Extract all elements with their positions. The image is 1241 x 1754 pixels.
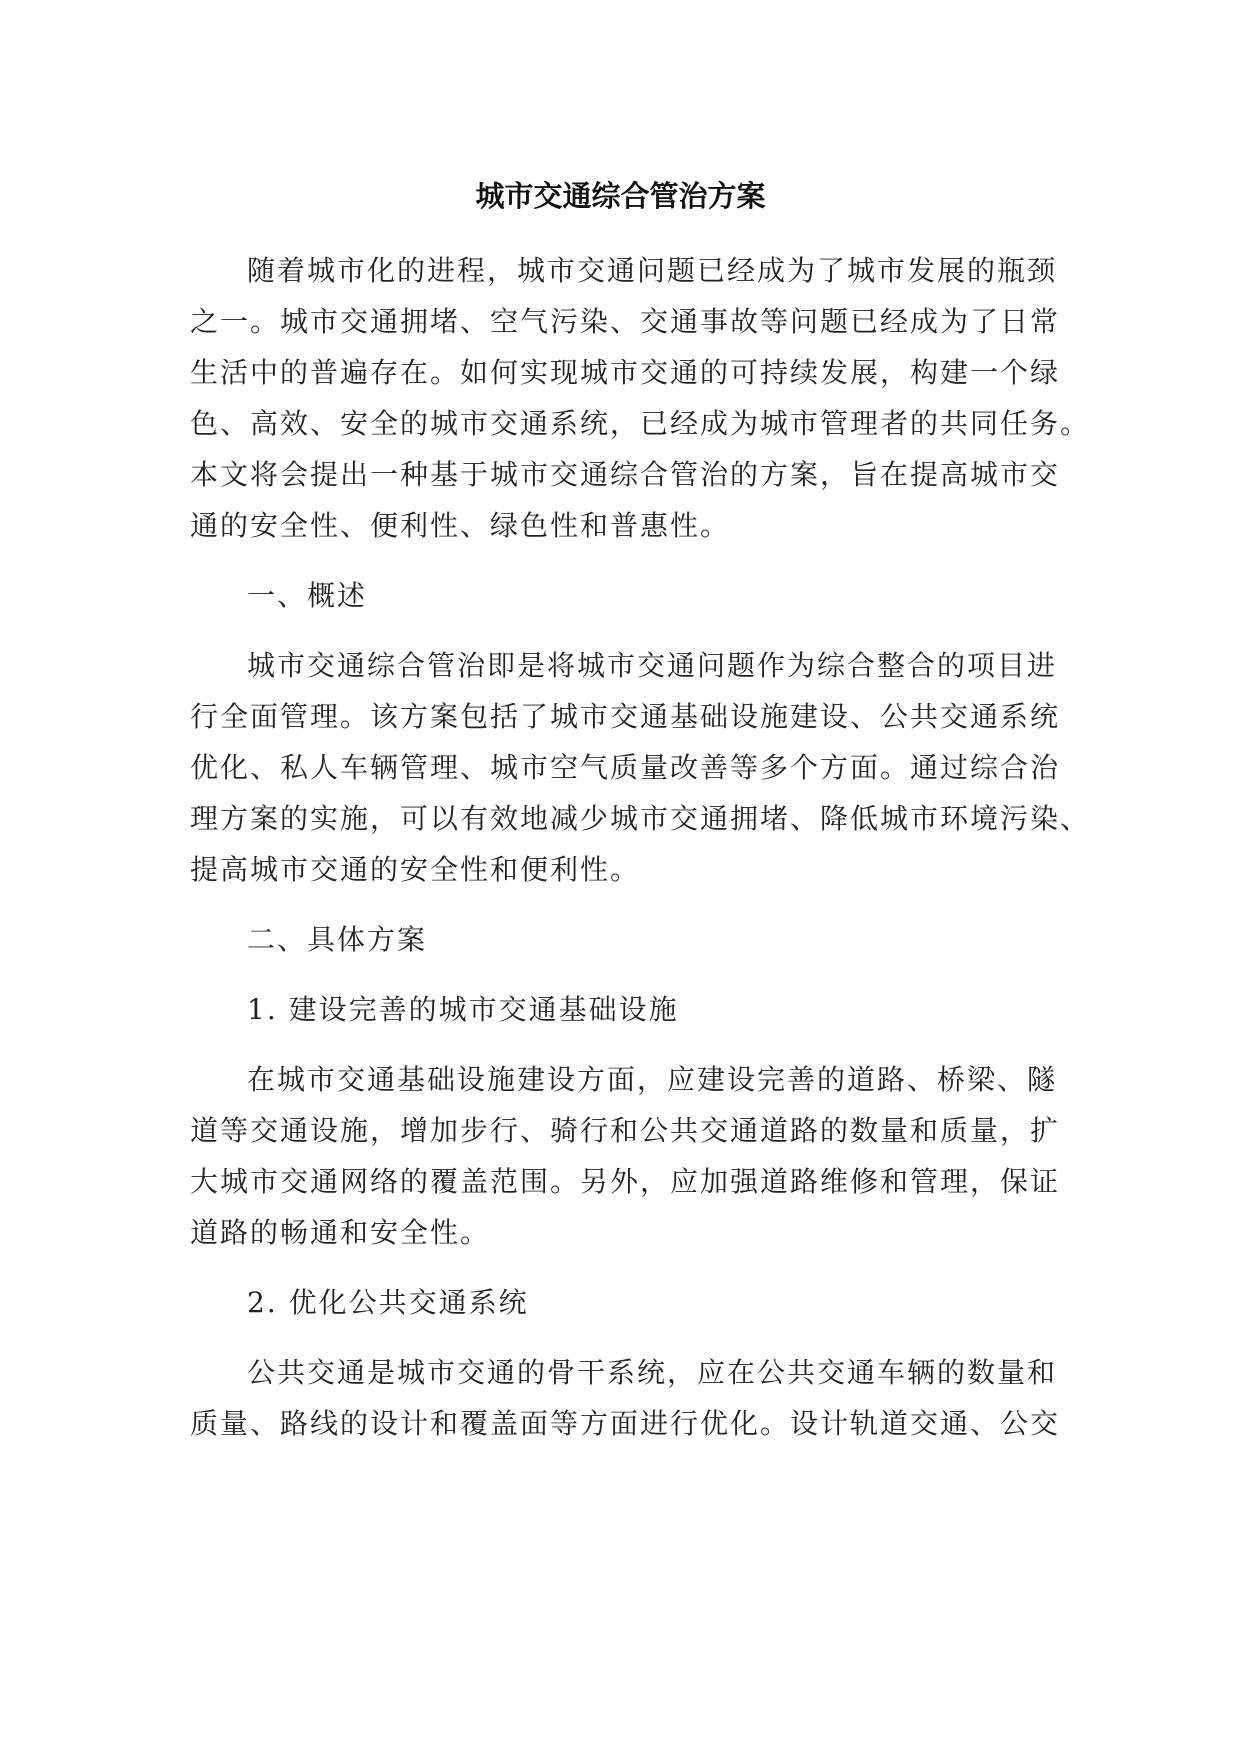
- paragraph-line: 提高城市交通的安全性和便利性。: [190, 853, 641, 886]
- paragraph-line: 生活中的普遍存在。如何实现城市交通的可持续发展，构建一个绿: [190, 356, 1061, 389]
- paragraph-line: 城市交通综合管治即是将城市交通问题作为综合整合的项目进: [247, 649, 1058, 682]
- paragraph-line: 理方案的实施，可以有效地减少城市交通拥堵、降低城市环境污染、: [190, 802, 1091, 835]
- paragraph-line: 大城市交通网络的覆盖范围。另外，应加强道路维修和管理，保证: [190, 1165, 1061, 1198]
- paragraph-line: 优化、私人车辆管理、城市空气质量改善等多个方面。通过综合治: [190, 751, 1061, 784]
- paragraph-line: 道等交通设施，增加步行、骑行和公共交通道路的数量和质量，扩: [190, 1114, 1061, 1147]
- document-title: 城市交通综合管治方案: [475, 179, 766, 213]
- paragraph-line: 行全面管理。该方案包括了城市交通基础设施建设、公共交通系统: [190, 700, 1061, 733]
- paragraph-line: 之一。城市交通拥堵、空气污染、交通事故等问题已经成为了日常: [190, 305, 1061, 338]
- paragraph-line: 色、高效、安全的城市交通系统，已经成为城市管理者的共同任务。: [190, 407, 1091, 440]
- section-heading: 一、概述: [247, 579, 368, 612]
- subsection-heading: 1. 建设完善的城市交通基础设施: [247, 993, 679, 1026]
- paragraph-line: 在城市交通基础设施建设方面，应建设完善的道路、桥梁、隧: [247, 1063, 1058, 1096]
- paragraph-line: 道路的畅通和安全性。: [190, 1216, 491, 1249]
- subsection-heading: 2. 优化公共交通系统: [247, 1286, 529, 1319]
- paragraph-line: 随着城市化的进程，城市交通问题已经成为了城市发展的瓶颈: [247, 254, 1058, 287]
- section-heading: 二、具体方案: [247, 923, 428, 956]
- paragraph-line: 通的安全性、便利性、绿色性和普惠性。: [190, 509, 731, 542]
- paragraph-line: 公共交通是城市交通的骨干系统，应在公共交通车辆的数量和: [247, 1356, 1058, 1389]
- paragraph-line: 质量、路线的设计和覆盖面等方面进行优化。设计轨道交通、公交: [190, 1407, 1061, 1440]
- paragraph-line: 本文将会提出一种基于城市交通综合管治的方案，旨在提高城市交: [190, 458, 1061, 491]
